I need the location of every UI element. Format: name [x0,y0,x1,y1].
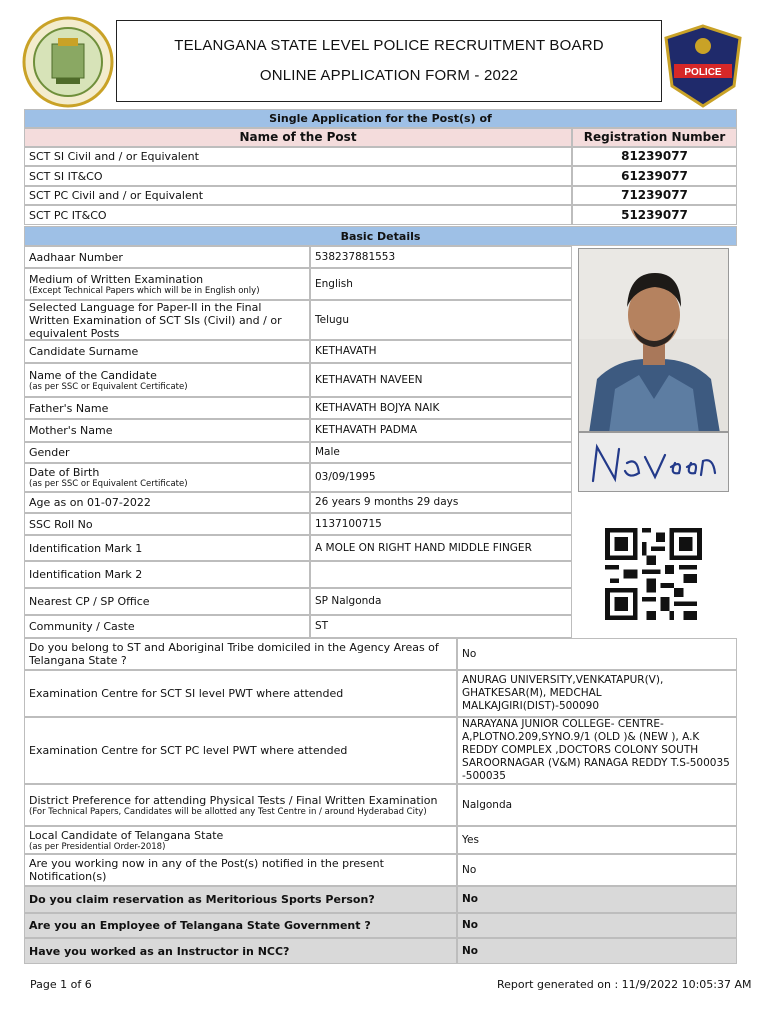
qr-code [605,528,702,620]
posts-col-post: Name of the Post [24,128,572,147]
basic-row-label: Gender [29,446,70,459]
title-box [116,20,662,102]
wide-value: No [457,886,737,913]
wide-row [24,886,457,913]
police-logo [662,24,744,108]
basic-row-label: Name of the Candidate [29,368,157,382]
basic-row [24,363,310,397]
basic-row-label: Medium of Written Examination [29,272,204,286]
candidate-signature [578,432,729,492]
wide-value: No [457,938,737,964]
basic-row-label: SSC Roll No [29,517,93,531]
registration-number-cell: 51239077 [572,205,737,225]
basic-row-sublabel: (Except Technical Papers which will be in English only) [29,285,260,296]
wide-row-label: Examination Centre for SCT SI level PWT where attended [29,687,344,700]
basic-row-sublabel: (as per SSC or Equivalent Certificate) [29,381,188,392]
basic-row [24,246,310,268]
post-name-cell: SCT SI Civil and / or Equivalent [24,147,572,166]
candidate-photo [578,248,729,432]
basic-row-label: Mother's Name [29,424,113,437]
basic-row [24,268,310,300]
basic-row-label: Candidate Surname [29,345,139,358]
wide-row [24,854,457,886]
basic-row [24,513,310,535]
registration-number-cell: 61239077 [572,166,737,186]
wide-value: Nalgonda [457,784,737,826]
basic-row-label: Father's Name [29,401,109,415]
basic-row-label: Aadhaar Number [29,250,123,264]
basic-row [24,340,310,363]
wide-row-label: Do you claim reservation as Meritorious Sports Person? [29,893,375,906]
posts-col-reg: Registration Number [572,128,737,147]
basic-value: A MOLE ON RIGHT HAND MIDDLE FINGER [310,535,572,561]
svg-text:POLICE: POLICE [684,67,722,78]
basic-row [24,535,310,561]
wide-value: No [457,854,737,886]
basic-row [24,397,310,419]
post-name-cell: SCT SI IT&CO [24,166,572,186]
telangana-emblem-logo [22,16,114,108]
wide-row-label: Are you an Employee of Telangana State Government ? [29,919,371,932]
wide-row-label: Examination Centre for SCT PC level PWT where attended [29,744,348,757]
wide-value: No [457,638,737,670]
wide-row-label: District Preference for attending Physical Tests / Final Written Examination [29,793,438,807]
posts-section-title: Single Application for the Post(s) of [24,109,737,128]
basic-row-label: Nearest CP / SP Office [29,595,150,608]
form-title: ONLINE APPLICATION FORM - 2022 [259,67,519,84]
wide-value: Yes [457,826,737,854]
report-timestamp: Report generated on : 11/9/2022 10:05:37 AM [497,978,752,991]
basic-value: KETHAVATH NAVEEN [310,363,572,397]
wide-row-sublabel: (For Technical Papers, Candidates will be allotted any Test Centre in / around Hyderabad City) [29,806,427,817]
wide-row [24,826,457,854]
registration-number-cell: 71239077 [572,186,737,205]
form-header [0,0,768,108]
wide-row-label: Local Candidate of Telangana State [29,828,224,842]
basic-row [24,300,310,340]
post-name-cell: SCT PC Civil and / or Equivalent [24,186,572,205]
basic-row [24,463,310,492]
basic-row [24,492,310,513]
basic-value: 03/09/1995 [310,463,572,492]
basic-value: KETHAVATH PADMA [310,419,572,442]
basic-row [24,419,310,442]
wide-row [24,638,457,670]
basic-row-label: Identification Mark 1 [29,541,143,555]
board-title: TELANGANA STATE LEVEL POLICE RECRUITMENT BOARD [174,37,604,54]
basic-value: KETHAVATH BOJYA NAIK [310,397,572,419]
basic-row-label: Community / Caste [29,620,135,633]
basic-value: 538237881553 [310,246,572,268]
wide-row-label: Have you worked as an Instructor in NCC? [29,944,290,958]
wide-row-sublabel: (as per Presidential Order-2018) [29,841,166,852]
wide-row [24,717,457,784]
basic-row [24,561,310,588]
registration-number-cell: 81239077 [572,147,737,166]
basic-row [24,442,310,463]
basic-value [310,561,572,588]
wide-row [24,938,457,964]
basic-value: 1137100715 [310,513,572,535]
wide-row-label: Do you belong to ST and Aboriginal Tribe domiciled in the Agency Areas of Telangana State ? [29,641,439,667]
post-name-cell: SCT PC IT&CO [24,205,572,225]
basic-value: KETHAVATH [310,340,572,363]
basic-value: Male [310,442,572,463]
wide-value: No [457,913,737,938]
basic-section-title: Basic Details [24,226,737,246]
wide-value: ANURAG UNIVERSITY,VENKATAPUR(V), GHATKESAR(M), MEDCHAL MALKAJGIRI(DIST)-500090 [457,670,737,717]
basic-row-label: Age as on 01-07-2022 [29,496,151,509]
basic-row [24,615,310,638]
basic-row-label: Identification Mark 2 [29,568,143,581]
basic-row-label: Date of Birth [29,466,100,479]
wide-row [24,913,457,938]
basic-value: English [310,268,572,300]
basic-value: ST [310,615,572,638]
basic-row-label: Selected Language for Paper-II in the Final Written Examination of SCT SIs (Civil) and / or equivalent Posts [29,300,282,340]
basic-row-sublabel: (as per SSC or Equivalent Certificate) [29,479,188,489]
wide-row-label: Are you working now in any of the Post(s) notified in the present Notification(s) [29,857,384,883]
wide-value: NARAYANA JUNIOR COLLEGE- CENTRE-A,PLOTNO.209,SYNO.9/1 (OLD )& (NEW ), A.K REDDY COMPLEX ,DOCTORS COLONY SOUTH SAROORNAGAR (V&M) RANAGA REDDY T.S-500035 -500035 [457,717,737,784]
page-number: Page 1 of 6 [30,978,92,991]
basic-value: Telugu [310,300,572,340]
basic-value: 26 years 9 months 29 days [310,492,572,513]
basic-value: SP Nalgonda [310,588,572,615]
wide-row [24,670,457,717]
basic-row [24,588,310,615]
wide-row [24,784,457,826]
